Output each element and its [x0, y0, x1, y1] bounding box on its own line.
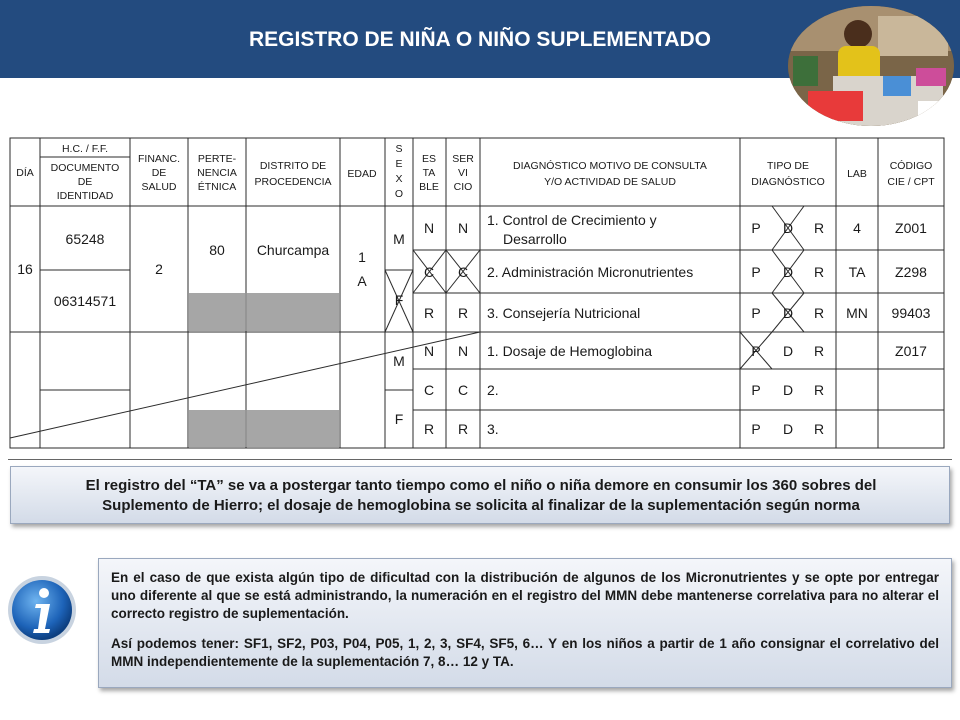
row-a-codigo: Z298 — [895, 264, 927, 280]
row-b-diagnostico: 3. — [487, 421, 499, 437]
header-pert-2: NENCIA — [197, 167, 237, 179]
separator-line — [8, 459, 952, 460]
header-esta-3: BLE — [419, 181, 439, 193]
cell-dia: 16 — [17, 261, 33, 277]
cell-edad-1: 1 — [358, 249, 366, 265]
cell-distrito: Churcampa — [256, 242, 330, 258]
cell-sexo-m: M — [393, 231, 405, 247]
row-b-diagnostico: 2. — [487, 382, 499, 398]
header-edad: EDAD — [347, 168, 377, 180]
row-a-codigo: 99403 — [891, 305, 931, 321]
header-dia: DÍA — [16, 167, 34, 179]
row-a-diagnostico: 2. Administración Micronutrientes — [487, 264, 694, 280]
header-tipo-1: TIPO DE — [766, 160, 810, 172]
cell-edad-2: A — [357, 273, 367, 289]
header-doc-3: IDENTIDAD — [56, 190, 114, 202]
row-a-servicio: N — [457, 220, 469, 236]
header-sexo-2: E — [395, 158, 403, 170]
row-a-servicio: R — [457, 305, 469, 321]
row-b-tipo-d: D — [782, 343, 794, 359]
micronutrient-info-note — [98, 558, 952, 688]
note1-line-1: El registro del “TA” se va a postergar tanto tiempo como el niño o niña demore en consumir los 360 sobres del — [85, 477, 877, 494]
row-b-establecimiento: R — [423, 421, 435, 437]
row-a-tipo-r: R — [813, 220, 825, 236]
row-a-tipo-p: P — [751, 305, 761, 321]
note2-paragraph-2: Así podemos tener: SF1, SF2, P03, P04, P05, 1, 2, 3, SF4, SF5, 6… Y en los niños a partir de 1 año consignar el correlativo del MMN independientemente de la suplementación 7, 8… 12 y TA. — [111, 636, 939, 669]
header-pert-3: ÉTNICA — [197, 181, 237, 193]
header-tipo-2: DIAGNÓSTICO — [751, 176, 825, 188]
row-b-codigo: Z017 — [895, 343, 927, 359]
row-a-tipo-r: R — [813, 305, 825, 321]
header-pert-1: PERTE- — [197, 153, 237, 165]
header-serv-2: VI — [458, 167, 468, 179]
row-a-tipo-d: D — [782, 305, 794, 321]
row-b-tipo-d: D — [782, 382, 794, 398]
header-doc-2: DE — [77, 176, 93, 188]
row-b-tipo-r: R — [813, 421, 825, 437]
header-sexo-1: S — [395, 143, 403, 155]
row-a-diagnostico-cont: Desarrollo — [503, 231, 567, 247]
header-lab: LAB — [847, 168, 867, 180]
header-financ-3: SALUD — [141, 181, 177, 193]
row-a-tipo-r: R — [813, 264, 825, 280]
header-serv-1: SER — [452, 153, 474, 165]
row-a-tipo-p: P — [751, 220, 761, 236]
header-diag-2: Y/O ACTIVIDAD DE SALUD — [544, 176, 676, 188]
header-serv-3: CIO — [453, 181, 473, 193]
cell-financ: 2 — [155, 261, 163, 277]
header-doc-1: DOCUMENTO — [50, 162, 120, 174]
header-distrito-1: DISTRITO DE — [259, 160, 327, 172]
info-icon — [6, 574, 78, 646]
header-distrito-2: PROCEDENCIA — [254, 176, 332, 188]
row-b-diagnostico: 1. Dosaje de Hemoglobina — [487, 343, 652, 359]
row-b-tipo-p: P — [751, 343, 761, 359]
row-a-establecimiento: R — [423, 305, 435, 321]
header-codigo-1: CÓDIGO — [889, 160, 933, 172]
row-b-establecimiento: N — [423, 343, 435, 359]
header-financ-2: DE — [151, 167, 167, 179]
note1-line-2: Suplemento de Hierro; el dosaje de hemoglobina se solicita al finalizar de la suplementación según norma — [102, 497, 860, 514]
header-diag-1: DIAGNÓSTICO MOTIVO DE CONSULTA — [513, 160, 707, 172]
row-a-diagnostico: 1. Control de Crecimiento y — [487, 212, 657, 228]
row-a-diagnostico: 3. Consejería Nutricional — [487, 305, 641, 321]
cell-sexo-b-f: F — [394, 411, 404, 427]
row-a-establecimiento: C — [423, 264, 435, 280]
row-b-tipo-r: R — [813, 382, 825, 398]
row-a-codigo: Z001 — [895, 220, 927, 236]
row-a-tipo-p: P — [751, 264, 761, 280]
row-a-tipo-d: D — [782, 220, 794, 236]
header-esta-2: TA — [422, 167, 436, 179]
cell-sexo-f: F — [394, 292, 404, 308]
ta-registration-note — [10, 466, 950, 524]
header-sexo-3: X — [395, 173, 403, 185]
row-b-tipo-d: D — [782, 421, 794, 437]
cell-sexo-b-m: M — [393, 353, 405, 369]
header-esta-1: ES — [421, 153, 437, 165]
row-b-servicio: R — [457, 421, 469, 437]
row-b-servicio: C — [457, 382, 469, 398]
note2-paragraph-1: En el caso de que exista algún tipo de dificultad con la distribución de algunos de los Micronutrientes y se opte por entregar uno diferente al que se está administrando, la numeración en el registro del MMN debe mantenerse correlativa para no alterar el correcto registro de suplementación. — [111, 570, 939, 621]
header-financ-1: FINANC. — [138, 153, 180, 165]
row-a-lab: TA — [848, 264, 866, 280]
header-hc: H.C. / F.F. — [61, 143, 109, 155]
cell-pertenencia: 80 — [209, 242, 225, 258]
page-title: REGISTRO DE NIÑA O NIÑO SUPLEMENTADO — [248, 28, 712, 51]
header-codigo-2: CIE / CPT — [887, 176, 935, 188]
header-sexo-4: O — [394, 188, 404, 200]
row-a-establecimiento: N — [423, 220, 435, 236]
cell-documento: 06314571 — [53, 293, 117, 309]
row-b-tipo-p: P — [751, 382, 761, 398]
cell-hc: 65248 — [65, 231, 105, 247]
row-b-tipo-r: R — [813, 343, 825, 359]
row-b-tipo-p: P — [751, 421, 761, 437]
row-b-servicio: N — [457, 343, 469, 359]
row-a-lab: 4 — [853, 220, 861, 236]
row-a-lab: MN — [846, 305, 868, 321]
row-a-servicio: C — [457, 264, 469, 280]
row-a-tipo-d: D — [782, 264, 794, 280]
row-b-establecimiento: C — [423, 382, 435, 398]
